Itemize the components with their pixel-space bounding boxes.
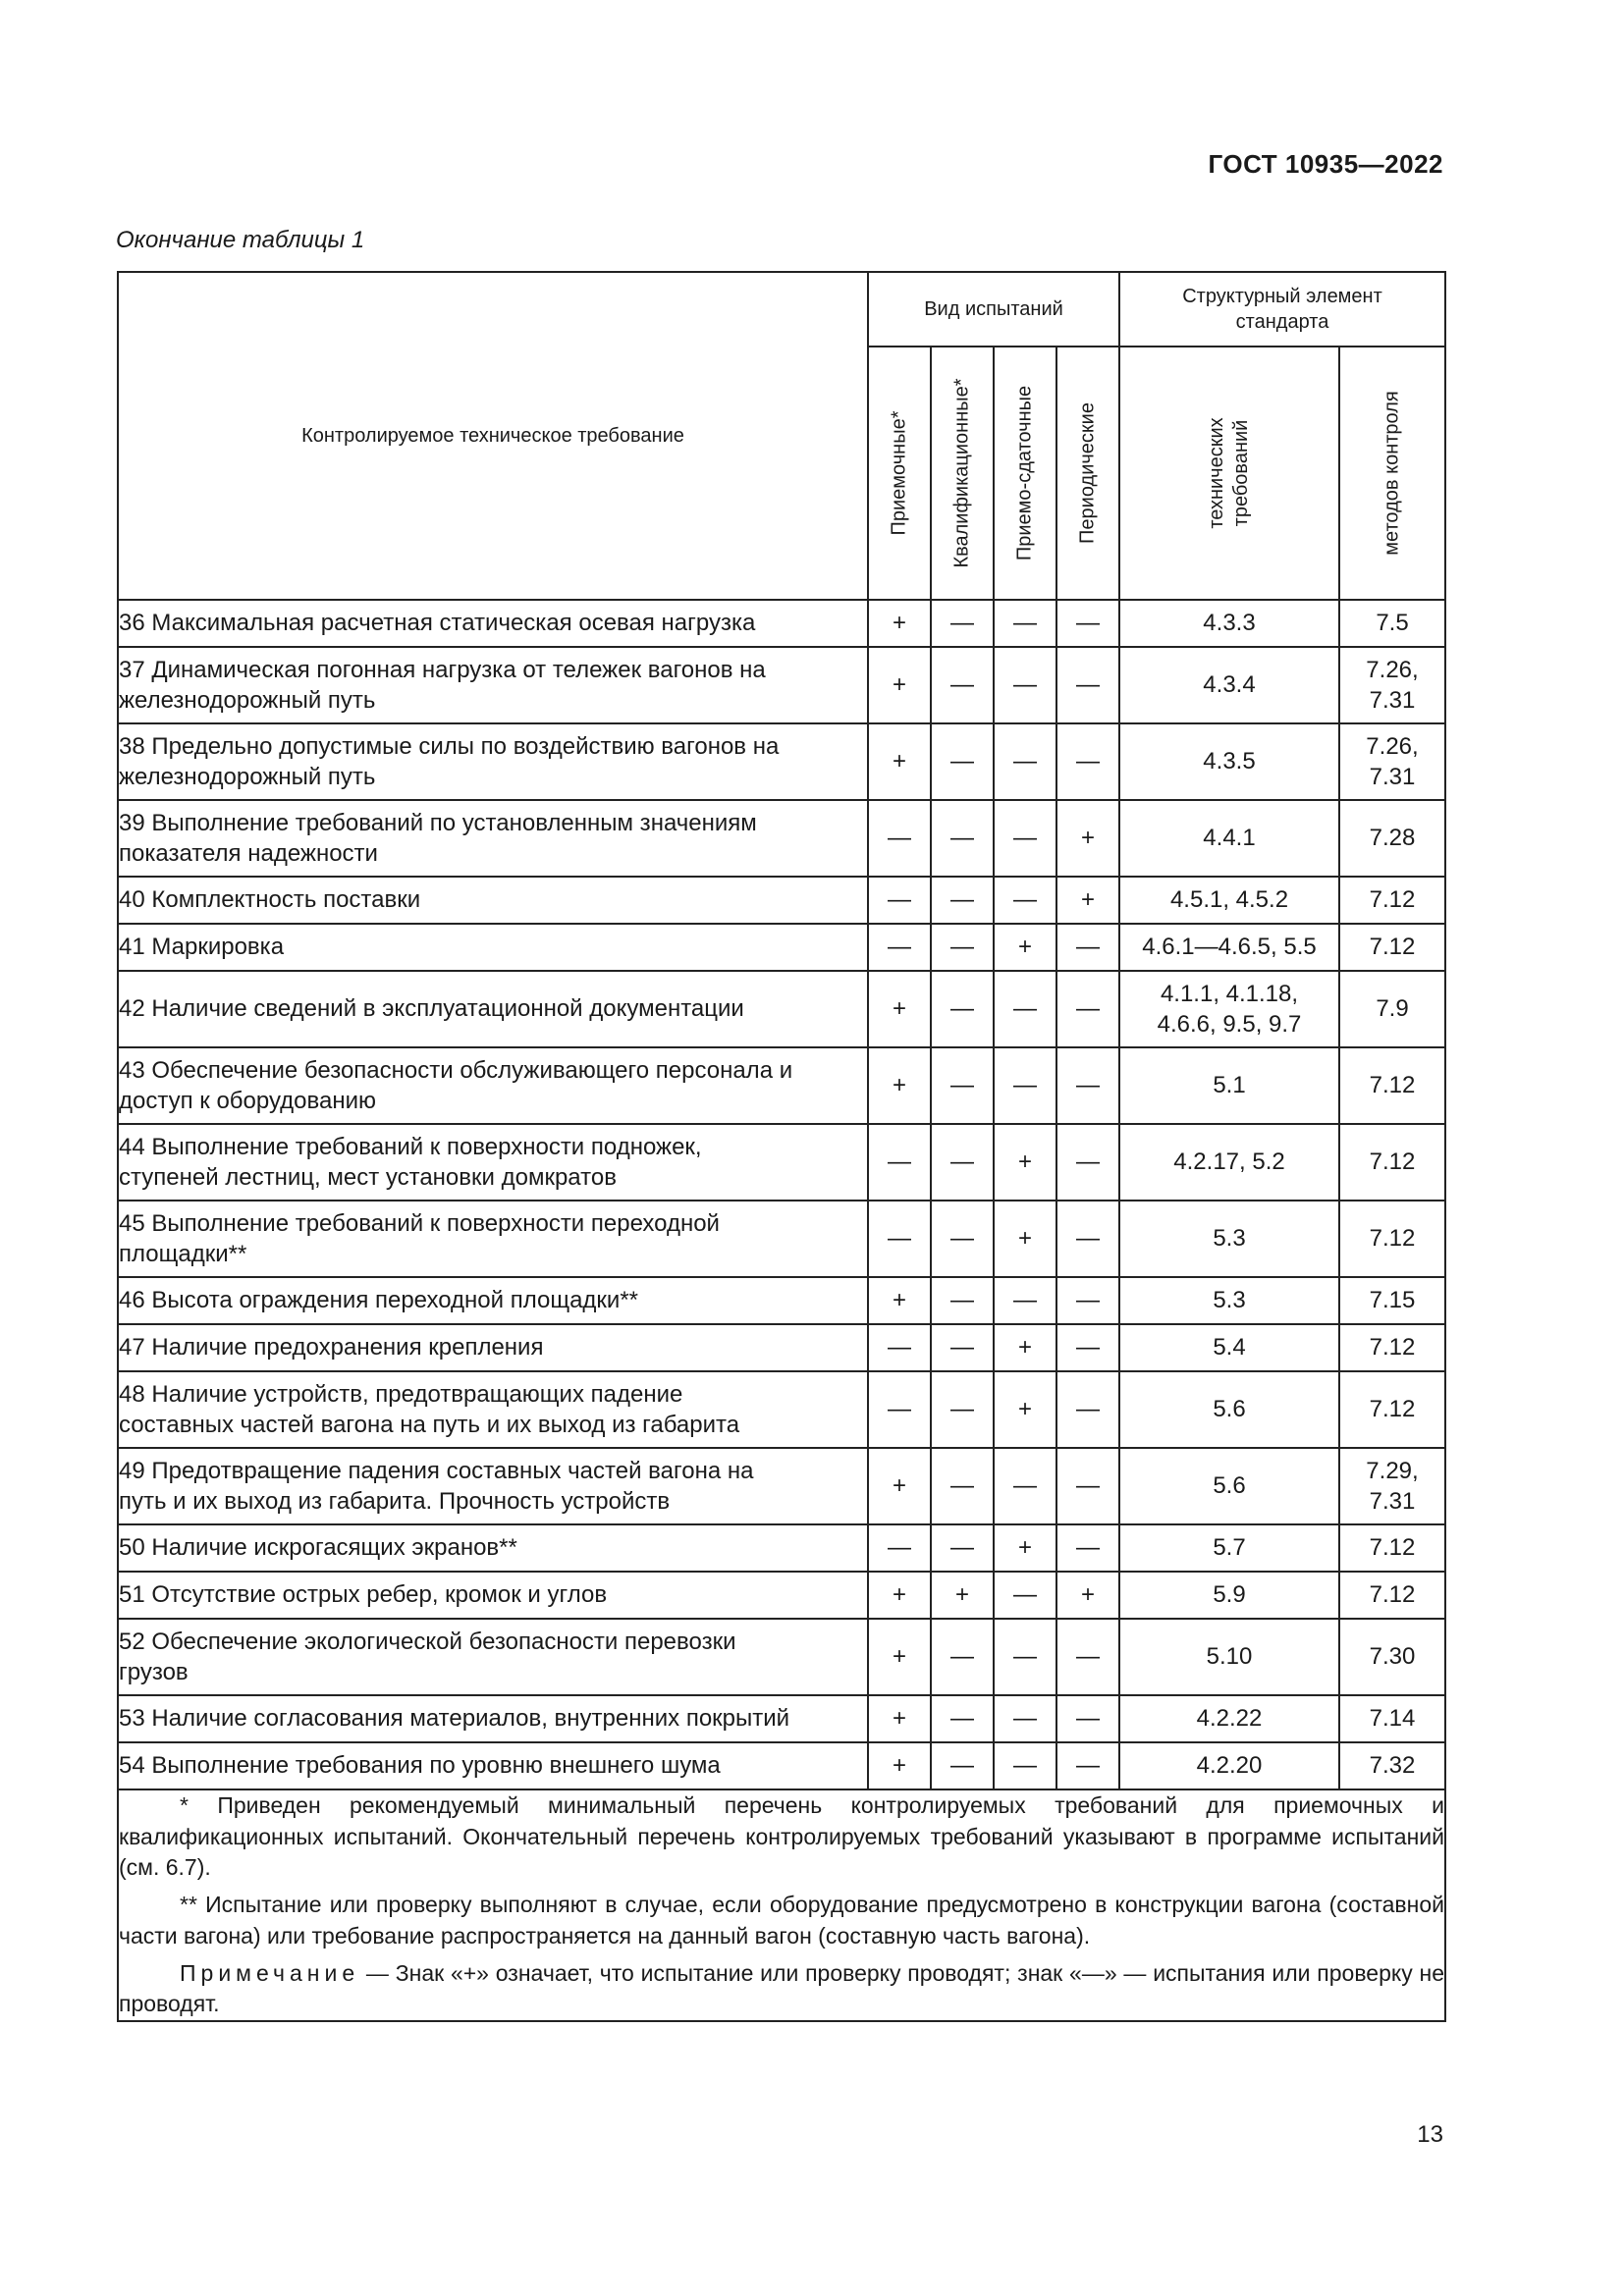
test-mark-cell: — [1056, 1047, 1119, 1124]
test-mark-cell: — [994, 800, 1056, 877]
method-ref-text: 7.30 [1369, 1643, 1416, 1671]
technical-ref-text: 5.7 [1213, 1534, 1246, 1562]
control-method-ref [1339, 1371, 1445, 1448]
requirement-text: 49 Предотвращение падения составных частей вагона на [119, 1457, 754, 1484]
test-mark-cell: — [994, 1448, 1056, 1524]
test-mark-cell: — [994, 971, 1056, 1047]
test-mark-cell: — [931, 800, 994, 877]
standard-designation: ГОСТ 10935—2022 [1208, 149, 1443, 179]
test-mark-cell: + [994, 1201, 1056, 1277]
technical-requirement-ref [1119, 877, 1339, 924]
requirement-cell [118, 877, 868, 924]
method-ref-text: 7.5 [1376, 610, 1409, 637]
table-row [118, 800, 1445, 877]
test-mark-cell: — [1056, 1277, 1119, 1324]
technical-requirement-ref [1119, 1572, 1339, 1619]
requirement-text: 52 Обеспечение экологической безопасности перевозки [119, 1628, 736, 1655]
table-row [118, 1572, 1445, 1619]
method-ref-text: 7.12 [1369, 1534, 1416, 1562]
requirement-text: 42 Наличие сведений в эксплуатационной документации [119, 995, 744, 1023]
test-mark-cell: — [868, 877, 931, 924]
test-mark-cell: + [868, 600, 931, 647]
requirement-cell [118, 600, 868, 647]
method-ref-text: 7.26, [1366, 656, 1419, 683]
header-acceptance: Приемочные* [868, 347, 931, 600]
test-mark-cell: + [1056, 1572, 1119, 1619]
control-method-ref [1339, 1524, 1445, 1572]
technical-ref-text: 5.4 [1213, 1334, 1246, 1362]
requirement-cell [118, 647, 868, 723]
method-ref-text: 7.12 [1369, 1396, 1416, 1423]
control-method-ref [1339, 1047, 1445, 1124]
table-row [118, 1695, 1445, 1742]
technical-ref-text: 4.3.3 [1203, 610, 1256, 637]
requirement-text: 37 Динамическая погонная нагрузка от тележек вагонов на [119, 656, 766, 683]
technical-requirement-ref [1119, 1201, 1339, 1277]
technical-requirement-ref [1119, 1324, 1339, 1371]
method-ref-text: 7.31 [1369, 1488, 1416, 1515]
technical-ref-text: 4.2.22 [1196, 1705, 1263, 1733]
test-mark-cell: + [868, 1742, 931, 1789]
technical-requirement-ref [1119, 1742, 1339, 1789]
table-row [118, 1277, 1445, 1324]
test-mark-cell: — [868, 1201, 931, 1277]
table-row [118, 1201, 1445, 1277]
test-mark-cell: — [1056, 647, 1119, 723]
test-mark-cell: — [868, 1524, 931, 1572]
requirement-cell [118, 1619, 868, 1695]
table-row [118, 600, 1445, 647]
requirement-text: железнодорожный путь [119, 764, 376, 790]
control-method-ref [1339, 1277, 1445, 1324]
method-ref-text: 7.31 [1369, 687, 1416, 714]
technical-requirement-ref [1119, 1695, 1339, 1742]
method-ref-text: 7.31 [1369, 764, 1416, 790]
test-mark-cell: + [994, 1371, 1056, 1448]
test-mark-cell: + [868, 1619, 931, 1695]
header-periodic: Периодические [1056, 347, 1119, 600]
requirement-cell [118, 1695, 868, 1742]
test-mark-cell: — [868, 924, 931, 971]
requirement-text: площадки** [119, 1241, 247, 1267]
test-mark-cell: + [868, 1695, 931, 1742]
requirement-text: 44 Выполнение требований к поверхности подножек, [119, 1133, 702, 1160]
test-mark-cell: — [994, 1277, 1056, 1324]
table-row [118, 1524, 1445, 1572]
control-method-ref [1339, 1619, 1445, 1695]
test-mark-cell: — [868, 800, 931, 877]
test-mark-cell: — [868, 1124, 931, 1201]
technical-ref-text: 4.2.20 [1196, 1752, 1263, 1780]
technical-ref-text: 5.10 [1206, 1643, 1253, 1671]
test-mark-cell: + [868, 1448, 931, 1524]
technical-requirement-ref [1119, 800, 1339, 877]
test-mark-cell: — [931, 877, 994, 924]
table-row [118, 877, 1445, 924]
control-method-ref [1339, 723, 1445, 800]
method-ref-text: 7.12 [1369, 1148, 1416, 1176]
requirement-text: доступ к оборудованию [119, 1088, 377, 1114]
requirements-table [117, 271, 1446, 2022]
requirement-cell [118, 800, 868, 877]
requirement-cell [118, 924, 868, 971]
header-structural-element: Структурный элемент стандарта [1119, 272, 1445, 347]
test-mark-cell: — [931, 1124, 994, 1201]
control-method-ref [1339, 1572, 1445, 1619]
test-mark-cell: — [1056, 924, 1119, 971]
requirement-cell [118, 723, 868, 800]
test-mark-cell: — [994, 1572, 1056, 1619]
test-mark-cell: — [1056, 1124, 1119, 1201]
note-signs [119, 1958, 1444, 2020]
requirement-cell [118, 1572, 868, 1619]
table-row [118, 723, 1445, 800]
method-ref-text: 7.26, [1366, 732, 1419, 760]
requirement-text: 54 Выполнение требования по уровню внешнего шума [119, 1752, 721, 1780]
header-requirement: Контролируемое техническое требование [118, 272, 868, 600]
requirement-cell [118, 1324, 868, 1371]
method-ref-text: 7.12 [1369, 1225, 1416, 1253]
test-mark-cell: — [1056, 1324, 1119, 1371]
requirement-text: 46 Высота ограждения переходной площадки** [119, 1287, 639, 1314]
method-ref-text: 7.14 [1369, 1705, 1416, 1733]
requirement-text: 45 Выполнение требований к поверхности переходной [119, 1209, 720, 1237]
technical-requirement-ref [1119, 1047, 1339, 1124]
control-method-ref [1339, 1448, 1445, 1524]
technical-ref-text: 4.6.6, 9.5, 9.7 [1157, 1011, 1302, 1038]
control-method-ref [1339, 924, 1445, 971]
requirement-cell [118, 1448, 868, 1524]
method-ref-text: 7.12 [1369, 934, 1416, 961]
control-method-ref [1339, 1324, 1445, 1371]
footnote-single-star: * Приведен рекомендуемый минимальный перечень контролируемых требований для приемочных и квалификационных испытаний. Окончательный перечень контролируемых требований указывают в программе испытаний (см. 6.7). [119, 1792, 1444, 1881]
requirement-cell [118, 1371, 868, 1448]
technical-requirement-ref [1119, 924, 1339, 971]
table-row [118, 1619, 1445, 1695]
test-mark-cell: + [868, 971, 931, 1047]
table-row [118, 647, 1445, 723]
test-mark-cell: — [931, 924, 994, 971]
method-ref-text: 7.12 [1369, 1581, 1416, 1609]
note-label: Примечание [180, 1959, 360, 1986]
test-mark-cell: — [931, 1742, 994, 1789]
test-mark-cell: — [1056, 1742, 1119, 1789]
header-delivery: Приемо-сдаточные [994, 347, 1056, 600]
technical-requirement-ref [1119, 600, 1339, 647]
technical-requirement-ref [1119, 971, 1339, 1047]
requirement-cell [118, 1124, 868, 1201]
requirement-cell [118, 971, 868, 1047]
technical-ref-text: 4.3.4 [1203, 671, 1256, 699]
table-row [118, 1742, 1445, 1789]
requirement-text: 36 Максимальная расчетная статическая осевая нагрузка [119, 610, 756, 637]
technical-ref-text: 4.5.1, 4.5.2 [1169, 886, 1289, 914]
technical-requirement-ref [1119, 1124, 1339, 1201]
control-method-ref [1339, 971, 1445, 1047]
technical-ref-text: 4.1.1, 4.1.18, [1160, 980, 1299, 1007]
header-technical-requirements: технических требований [1119, 347, 1339, 600]
method-ref-text: 7.32 [1369, 1752, 1416, 1780]
test-mark-cell: — [994, 723, 1056, 800]
table-row [118, 924, 1445, 971]
test-mark-cell: — [994, 877, 1056, 924]
method-ref-text: 7.9 [1376, 995, 1409, 1023]
requirement-text: ступеней лестниц, мест установки домкратов [119, 1164, 617, 1191]
method-ref-text: 7.28 [1369, 825, 1416, 852]
requirement-text: грузов [119, 1659, 189, 1685]
page-number: 13 [1417, 2121, 1443, 2148]
technical-ref-text: 4.2.17, 5.2 [1173, 1148, 1285, 1176]
table-notes [118, 1789, 1445, 2021]
control-method-ref [1339, 1695, 1445, 1742]
header-qualification: Квалификационные* [931, 347, 994, 600]
header-control-methods: методов контроля [1339, 347, 1445, 600]
test-mark-cell: — [1056, 1619, 1119, 1695]
test-mark-cell: — [994, 1047, 1056, 1124]
test-mark-cell: + [994, 1324, 1056, 1371]
control-method-ref [1339, 600, 1445, 647]
requirement-text: показателя надежности [119, 840, 378, 867]
method-ref-text: 7.15 [1369, 1287, 1416, 1314]
technical-requirement-ref [1119, 1277, 1339, 1324]
test-mark-cell: + [868, 1572, 931, 1619]
method-ref-text: 7.12 [1369, 1072, 1416, 1099]
control-method-ref [1339, 647, 1445, 723]
technical-requirement-ref [1119, 1619, 1339, 1695]
test-mark-cell: + [868, 647, 931, 723]
technical-ref-text: 5.6 [1213, 1472, 1246, 1500]
test-mark-cell: + [1056, 800, 1119, 877]
technical-ref-text: 5.1 [1213, 1072, 1246, 1099]
technical-requirement-ref [1119, 1448, 1339, 1524]
test-mark-cell: — [931, 647, 994, 723]
requirement-cell [118, 1201, 868, 1277]
test-mark-cell: + [868, 1047, 931, 1124]
requirement-text: путь и их выход из габарита. Прочность устройств [119, 1488, 671, 1515]
test-mark-cell: — [1056, 1371, 1119, 1448]
test-mark-cell: + [994, 1124, 1056, 1201]
test-mark-cell: — [931, 971, 994, 1047]
technical-requirement-ref [1119, 1371, 1339, 1448]
test-mark-cell: — [931, 1371, 994, 1448]
control-method-ref [1339, 877, 1445, 924]
technical-requirement-ref [1119, 1524, 1339, 1572]
test-mark-cell: — [931, 1448, 994, 1524]
requirement-cell [118, 1047, 868, 1124]
test-mark-cell: — [994, 1742, 1056, 1789]
test-mark-cell: + [1056, 877, 1119, 924]
table-row [118, 1448, 1445, 1524]
control-method-ref [1339, 1124, 1445, 1201]
footnote-double-star: ** Испытание или проверку выполняют в случае, если оборудование предусмотрено в конструкции вагона (составной части вагона) или требование распространяется на данный вагон (составную часть вагона). [119, 1892, 1444, 1949]
table-row [118, 971, 1445, 1047]
table-row [118, 1371, 1445, 1448]
test-mark-cell: — [868, 1371, 931, 1448]
requirement-text: 47 Наличие предохранения крепления [119, 1334, 544, 1362]
requirement-text: 48 Наличие устройств, предотвращающих падение [119, 1380, 683, 1408]
control-method-ref [1339, 1201, 1445, 1277]
technical-ref-text: 5.6 [1213, 1396, 1246, 1423]
test-mark-cell: — [1056, 1695, 1119, 1742]
test-mark-cell: — [931, 1047, 994, 1124]
requirement-text: 43 Обеспечение безопасности обслуживающего персонала и [119, 1056, 793, 1084]
table-body [118, 600, 1445, 1789]
requirement-text: 41 Маркировка [119, 934, 285, 961]
test-mark-cell: + [931, 1572, 994, 1619]
test-mark-cell: + [868, 1277, 931, 1324]
test-mark-cell: — [1056, 971, 1119, 1047]
test-mark-cell: — [994, 647, 1056, 723]
test-mark-cell: — [931, 1324, 994, 1371]
table-row [118, 1124, 1445, 1201]
test-mark-cell: — [1056, 723, 1119, 800]
test-mark-cell: — [994, 1695, 1056, 1742]
method-ref-text: 7.29, [1366, 1457, 1419, 1484]
requirement-text: 40 Комплектность поставки [119, 886, 421, 914]
test-mark-cell: — [931, 1619, 994, 1695]
requirement-cell [118, 1277, 868, 1324]
requirement-text: 39 Выполнение требований по установленным значениям [119, 809, 757, 836]
note-text: — Знак «+» означает, что испытание или проверку проводят; знак «—» — испытания или проверку не проводят. [119, 1959, 1444, 2017]
test-mark-cell: — [931, 600, 994, 647]
requirement-text: 50 Наличие искрогасящих экранов** [119, 1534, 517, 1562]
requirement-cell [118, 1742, 868, 1789]
method-ref-text: 7.12 [1369, 886, 1416, 914]
technical-requirement-ref [1119, 647, 1339, 723]
technical-ref-text: 5.9 [1213, 1581, 1246, 1609]
requirement-text: железнодорожный путь [119, 687, 376, 714]
technical-ref-text: 5.3 [1213, 1225, 1246, 1253]
test-mark-cell: — [868, 1324, 931, 1371]
test-mark-cell: — [931, 1277, 994, 1324]
test-mark-cell: + [994, 924, 1056, 971]
test-mark-cell: — [931, 1201, 994, 1277]
requirement-text: 38 Предельно допустимые силы по воздействию вагонов на [119, 732, 780, 760]
control-method-ref [1339, 1742, 1445, 1789]
test-mark-cell: — [994, 600, 1056, 647]
test-mark-cell: — [1056, 1448, 1119, 1524]
test-mark-cell: — [931, 1695, 994, 1742]
technical-ref-text: 5.3 [1213, 1287, 1246, 1314]
test-mark-cell: — [1056, 600, 1119, 647]
test-mark-cell: — [1056, 1201, 1119, 1277]
requirement-text: составных частей вагона на путь и их выход из габарита [119, 1412, 740, 1438]
test-mark-cell: + [994, 1524, 1056, 1572]
header-test-type: Вид испытаний [868, 272, 1119, 347]
requirement-text: 53 Наличие согласования материалов, внутренних покрытий [119, 1705, 790, 1733]
requirement-text: 51 Отсутствие острых ребер, кромок и углов [119, 1581, 608, 1609]
table-row [118, 1047, 1445, 1124]
requirement-cell [118, 1524, 868, 1572]
control-method-ref [1339, 800, 1445, 877]
technical-ref-text: 4.3.5 [1203, 748, 1256, 775]
test-mark-cell: — [931, 1524, 994, 1572]
method-ref-text: 7.12 [1369, 1334, 1416, 1362]
table-caption: Окончание таблицы 1 [116, 227, 365, 253]
test-mark-cell: — [994, 1619, 1056, 1695]
test-mark-cell: + [868, 723, 931, 800]
table-row [118, 1324, 1445, 1371]
technical-requirement-ref [1119, 723, 1339, 800]
technical-ref-text: 4.4.1 [1203, 825, 1256, 852]
test-mark-cell: — [931, 723, 994, 800]
technical-ref-text: 4.6.1—4.6.5, 5.5 [1142, 934, 1317, 961]
test-mark-cell: — [1056, 1524, 1119, 1572]
